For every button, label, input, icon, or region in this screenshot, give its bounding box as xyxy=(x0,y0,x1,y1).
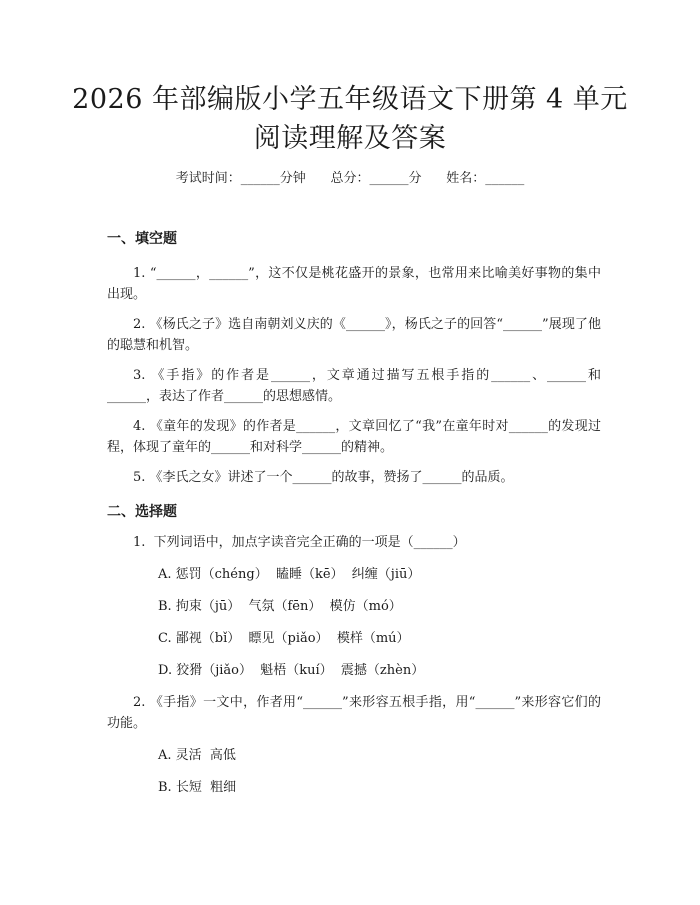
choice-option-d: D. 狡猾（jiǎo） 魁梧（kuí） 震撼（zhèn） xyxy=(158,663,425,678)
fill-question-3: 3. 《手指》的作者是______，文章通过描写五根手指的______、______和______，表达了作者______的思想感情。 xyxy=(107,368,601,404)
section-number: 二、 xyxy=(107,504,135,520)
fill-question-1: 1. “______，______”，这不仅是桃花盛开的景象，也常用来比喻美好事物的集中出现。 xyxy=(107,266,601,302)
document-title-line-2: 阅读理解及答案 xyxy=(253,123,447,154)
choice-question-1-stem: 1. 下列词语中，加点字读音完全正确的一项是（______） xyxy=(133,535,466,550)
choice-option-a: A. 惩罚（chéng） 瞌睡（kē） 纠缠（jiū） xyxy=(158,567,421,582)
section-heading-fill xyxy=(107,230,177,248)
section-title: 填空题 xyxy=(135,231,177,247)
choice-option-a: A. 灵活 高低 xyxy=(158,748,236,763)
fill-question-5: 5. 《李氏之女》讲述了一个______的故事，赞扬了______的品质。 xyxy=(133,470,514,485)
section-number: 一、 xyxy=(107,231,135,247)
exam-info: 考试时间：______分钟 总分：______分 姓名：______ xyxy=(175,171,525,186)
choice-question-2-stem: 2. 《手指》一文中，作者用“______”来形容五根手指，用“______”来形容它们的功能。 xyxy=(107,695,601,731)
section-title: 选择题 xyxy=(135,504,177,520)
section-heading-choice xyxy=(107,503,177,521)
fill-question-2: 2. 《杨氏之子》选自南朝刘义庆的《______》，杨氏之子的回答“______”展现了他的聪慧和机智。 xyxy=(107,317,601,353)
document-title-line-1: 2026 年部编版小学五年级语文下册第 4 单元 xyxy=(72,84,628,115)
choice-option-b: B. 拘束（jū） 气氛（fēn） 模仿（mó） xyxy=(158,599,402,614)
choice-option-c: C. 鄙视（bǐ） 瞟见（piǎo） 模样（mú） xyxy=(158,631,410,646)
fill-question-4: 4. 《童年的发现》的作者是______，文章回忆了“我”在童年时对______的发现过程，体现了童年的______和对科学______的精神。 xyxy=(107,419,601,455)
choice-option-b: B. 长短 粗细 xyxy=(158,780,237,795)
